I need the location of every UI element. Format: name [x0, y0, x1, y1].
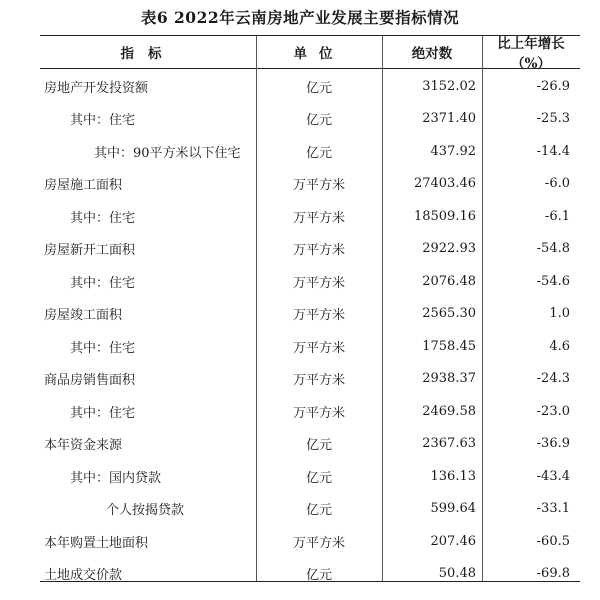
absolute-value-cell: 50.48 — [438, 566, 476, 582]
table-row — [40, 168, 580, 201]
change-percent-cell: -25.3 — [536, 111, 570, 127]
unit-cell: 亿元 — [305, 80, 332, 96]
header-change: 比上年增长（%） — [497, 36, 565, 72]
absolute-value-cell: 207.46 — [430, 533, 476, 549]
change-percent-cell: -23.0 — [536, 403, 570, 419]
unit-cell: 万平方米 — [292, 308, 345, 324]
table-row — [40, 103, 580, 136]
change-percent-cell: 1.0 — [549, 306, 570, 322]
indicator-name: 土地成交价款 — [44, 568, 123, 584]
table-row — [40, 200, 580, 233]
absolute-value-cell: 2371.40 — [422, 111, 476, 127]
unit-cell: 万平方米 — [292, 535, 345, 551]
change-percent-cell: 4.6 — [549, 338, 570, 354]
table-header — [40, 36, 580, 72]
absolute-value-cell: 2367.63 — [422, 436, 476, 452]
table-row — [40, 135, 580, 168]
change-percent-cell: -33.1 — [536, 501, 570, 517]
indicator-name: 房屋施工面积 — [44, 178, 123, 194]
change-percent-cell: -54.8 — [536, 241, 570, 257]
indicator-name: 其中：住宅 — [70, 405, 136, 421]
change-percent-cell: -36.9 — [536, 436, 570, 452]
table-title: 表6 2022年云南房地产业发展主要指标情况 — [140, 8, 460, 27]
indicator-name: 商品房销售面积 — [44, 373, 136, 389]
change-percent-cell: -24.3 — [536, 371, 570, 387]
table-row — [40, 363, 580, 396]
change-percent-cell: -43.4 — [536, 468, 570, 484]
absolute-value-cell: 437.92 — [430, 143, 476, 159]
table-row — [40, 525, 580, 558]
change-percent-cell: -14.4 — [536, 143, 570, 159]
absolute-value-cell: 18509.16 — [413, 208, 476, 224]
indicator-name: 个人按揭贷款 — [106, 503, 185, 519]
table-row — [40, 233, 580, 266]
unit-cell: 亿元 — [305, 470, 332, 486]
indicator-name: 房屋新开工面积 — [44, 243, 136, 259]
change-percent-cell: -26.9 — [536, 78, 570, 94]
table-row — [40, 395, 580, 428]
indicator-name: 房屋竣工面积 — [44, 308, 123, 324]
table-body — [40, 70, 580, 590]
unit-cell: 万平方米 — [292, 275, 345, 291]
absolute-value-cell: 2565.30 — [422, 306, 476, 322]
indicator-name: 其中：住宅 — [70, 340, 136, 356]
indicator-name: 其中：国内贷款 — [70, 470, 162, 486]
unit-cell: 亿元 — [305, 145, 332, 161]
table-row — [40, 460, 580, 493]
absolute-value-cell: 2469.58 — [422, 403, 476, 419]
unit-cell: 万平方米 — [292, 243, 345, 259]
table-row — [40, 493, 580, 526]
header-absolute: 绝对数 — [411, 46, 453, 62]
absolute-value-cell: 3152.02 — [422, 78, 476, 94]
table-row — [40, 265, 580, 298]
unit-cell: 亿元 — [305, 113, 332, 129]
absolute-value-cell: 599.64 — [430, 501, 476, 517]
unit-cell: 万平方米 — [292, 210, 345, 226]
unit-cell: 万平方米 — [292, 373, 345, 389]
absolute-value-cell: 136.13 — [430, 468, 476, 484]
absolute-value-cell: 27403.46 — [413, 176, 476, 192]
indicator-name: 房地产开发投资额 — [44, 80, 149, 96]
change-percent-cell: -6.1 — [544, 208, 570, 224]
table-row — [40, 298, 580, 331]
indicator-name: 其中：住宅 — [70, 113, 136, 129]
change-percent-cell: -54.6 — [536, 273, 570, 289]
table-row — [40, 330, 580, 363]
indicator-name: 本年购置土地面积 — [44, 535, 149, 551]
header-indicator: 指标 — [120, 46, 176, 62]
table-row — [40, 70, 580, 103]
unit-cell: 亿元 — [305, 503, 332, 519]
unit-cell: 万平方米 — [292, 405, 345, 421]
absolute-value-cell: 2922.93 — [422, 241, 476, 257]
table-row — [40, 428, 580, 461]
unit-cell: 万平方米 — [292, 178, 345, 194]
absolute-value-cell: 1758.45 — [422, 338, 476, 354]
change-percent-cell: -6.0 — [544, 176, 570, 192]
absolute-value-cell: 2938.37 — [422, 371, 476, 387]
unit-cell: 亿元 — [305, 568, 332, 584]
indicator-name: 其中：90平方米以下住宅 — [94, 145, 241, 161]
indicator-name: 其中：住宅 — [70, 210, 136, 226]
absolute-value-cell: 2076.48 — [422, 273, 476, 289]
unit-cell: 亿元 — [305, 438, 332, 454]
indicator-name: 其中：住宅 — [70, 275, 136, 291]
unit-cell: 万平方米 — [292, 340, 345, 356]
change-percent-cell: -69.8 — [536, 566, 570, 582]
change-percent-cell: -60.5 — [536, 533, 570, 549]
header-unit: 单位 — [293, 46, 345, 62]
table-row — [40, 558, 580, 591]
indicator-name: 本年资金来源 — [44, 438, 123, 454]
